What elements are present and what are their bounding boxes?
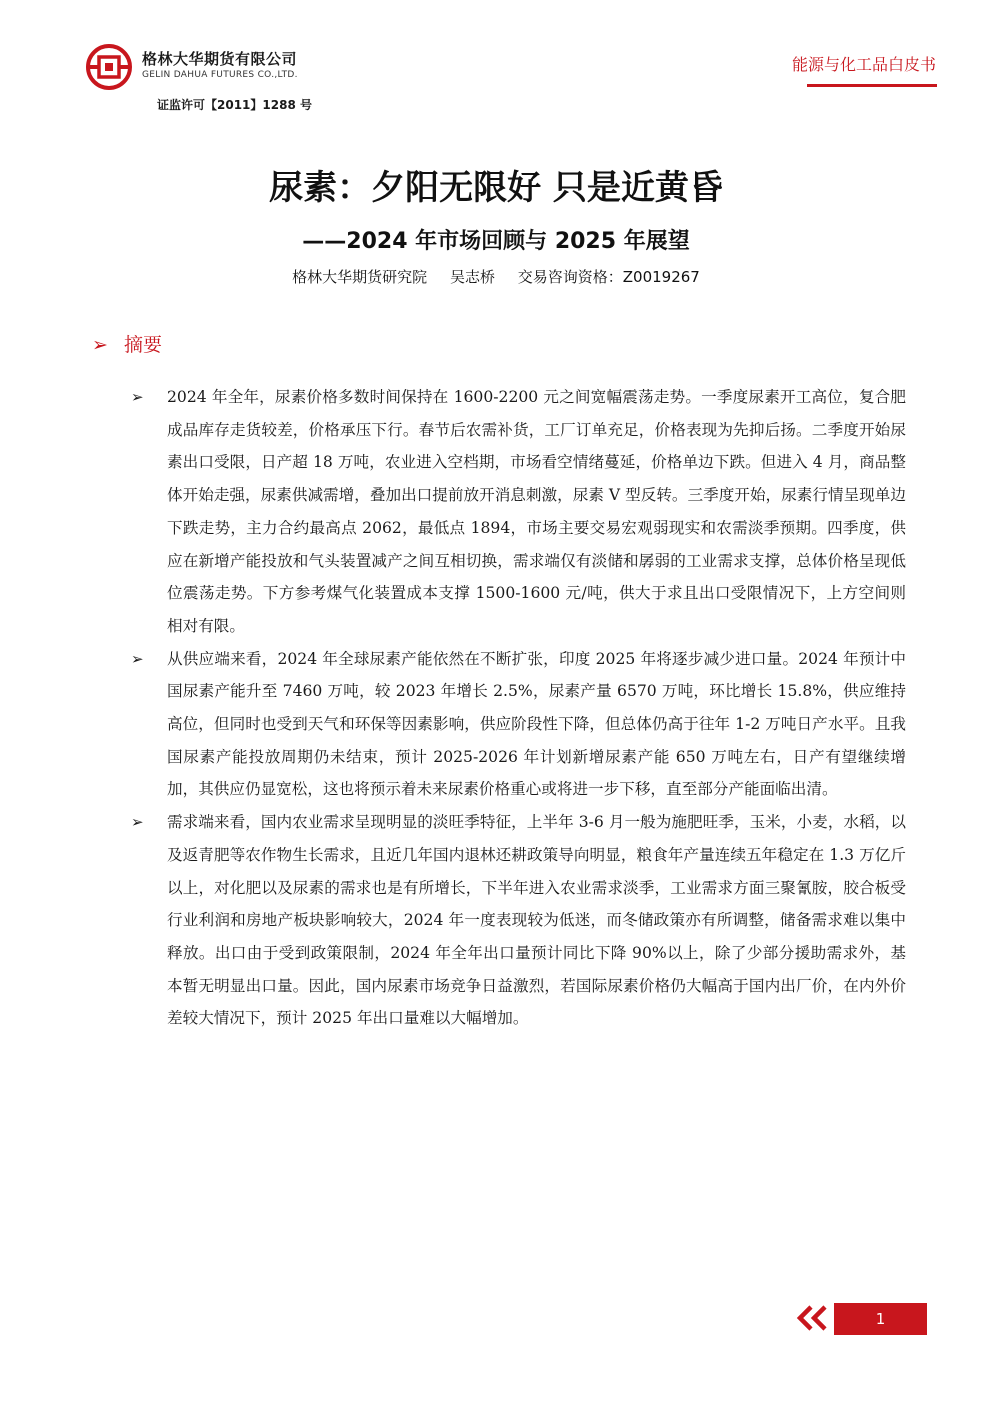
bullet-arrow-icon: ➢ [131,649,144,668]
double-chevron-left-icon [795,1304,831,1332]
document-type: 能源与化工品白皮书 [791,55,936,74]
summary-list [131,381,906,1035]
bullet-text: 需求端来看，国内农业需求呈现明显的淡旺季特征，上半年 3-6 月一般为施肥旺季，玉米，小麦，水稻，以及返青肥等农作物生长需求，且近几年国内退林还耕政策导向明显，粮食年产量连续五年稳定在 1.3 万亿斤以上，对化肥以及尿素的需求也是有所增长，下半年进入农业需求淡季，工业需求方面三聚氰胺，胶合板受行业利润和房地产板块影响较大，2024 年一度表现较为低迷，而冬储政策亦有所调整，储备需求难以集中释放。出口由于受到政策限制，2024 年全年出口量预计同比下降 90%以上，除了少部分援助需求外，基本暂无明显出口量。因此，国内尿素市场竞争日益激烈，若国际尿素价格仍大幅高于国内出厂价，在内外价差较大情况下，预计 2025 年出口量难以大幅增加。 [167,813,906,1028]
bullet-text: 2024 年全年，尿素价格多数时间保持在 1600-2200 元之间宽幅震荡走势。一季度尿素开工高位，复合肥成品库存走货较差，价格承压下行。春节后农需补货，工厂订单充足，价格表现为先抑后扬。二季度开始尿素出口受限，日产超 18 万吨，农业进入空档期，市场看空情绪蔓延，价格单边下跌。但进入 4 月，商品整体开始走强，尿素供减需增，叠加出口提前放开消息刺激，尿素 V 型反转。三季度开始，尿素行情呈现单边下跌走势，主力合约最高点 2062，最低点 1894，市场主要交易宏观弱现实和农需淡季预期。四季度，供应在新增产能投放和气头装置减产之间互相切换，需求端仅有淡储和孱弱的工业需求支撑，总体价格呈现低位震荡走势。下方参考煤气化装置成本支撑 1500-1600 元/吨，供大于求且出口受限情况下，上方空间则相对有限。 [167,388,906,635]
company-name-en: GELIN DAHUA FUTURES CO.,LTD. [142,70,298,80]
author-name: 吴志桥 [449,268,495,286]
bullet-arrow-icon: ➢ [131,813,144,832]
document-title: 尿素：夕阳无限好 只是近黄昏 [269,168,723,208]
author-line [0,266,992,287]
list-item [131,381,906,643]
bullet-arrow-icon: ➢ [131,388,144,406]
document-subtitle: ——2024 年市场回顾与 2025 年展望 [302,229,690,254]
author-institute: 格林大华期货研究院 [292,268,428,286]
gelin-dahua-logo-icon [86,44,132,90]
list-item [131,643,906,807]
license-number: 证监许可【2011】1288 号 [157,98,312,112]
header-divider [807,84,937,87]
page-header [0,0,992,120]
bullet-text: 从供应端来看，2024 年全球尿素产能依然在不断扩张，印度 2025 年将逐步减少进口量。2024 年预计中国尿素产能升至 7460 万吨，较 2023 年增长 2.5%，尿素产量 6570 万吨，环比增长 15.8%，供应维持高位，但同时也受到天气和环保等因素影响，供应阶段性下降，但总体仍高于往年 1-2 万吨日产水平。且我国尿素产能投放周期仍未结束，预计 2025-2026 年计划新增尿素产能 650 万吨左右，日产有望继续增加，其供应仍显宽松，这也将预示着未来尿素价格重心或将进一步下移，直至部分产能面临出清。 [167,649,906,799]
company-name-cn: 格林大华期货有限公司 [142,50,298,68]
list-item [131,806,906,1035]
section-arrow-icon: ➢ [92,334,108,356]
page-number: 1 [834,1303,927,1335]
section-title: 摘要 [124,334,163,356]
section-heading [92,330,162,357]
author-qualification: 交易咨询资格：Z0019267 [517,268,700,286]
